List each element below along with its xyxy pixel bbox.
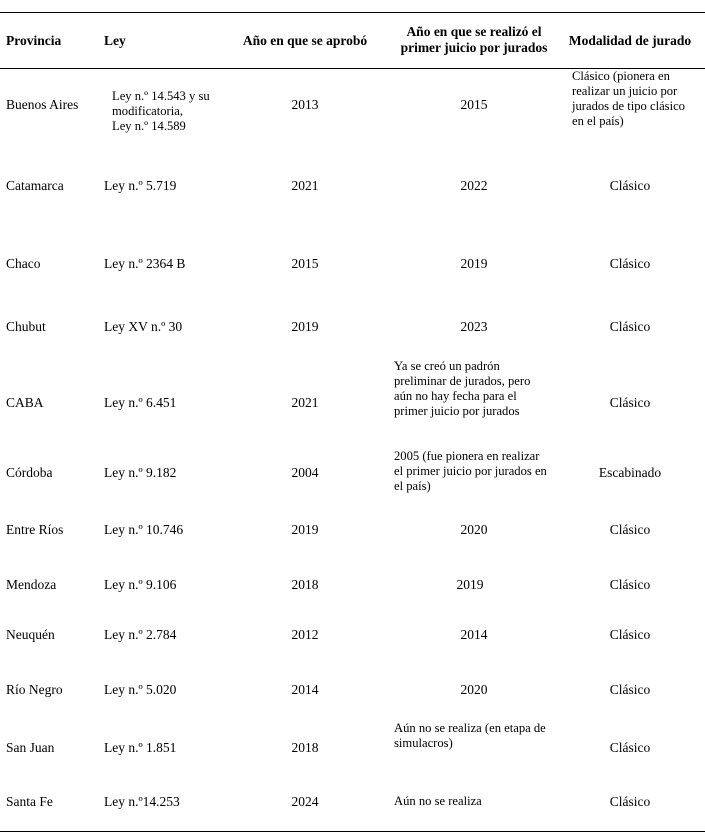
cell-anio: 2021: [291, 178, 319, 193]
cell-primer-line: simulacros): [394, 736, 453, 750]
cell-provincia: Mendoza: [6, 577, 57, 592]
header-anio-aprobo: Año en que se aprobó: [242, 33, 368, 48]
header-primer-juicio-line1: Año en que se realizó el: [406, 24, 542, 39]
cell-anio: 2019: [291, 522, 319, 537]
cell-modalidad: Clásico: [609, 256, 651, 271]
cell-modalidad: Clásico: [609, 627, 651, 642]
cell-primer: 2019: [456, 577, 484, 592]
cell-modalidad: Clásico: [609, 178, 651, 193]
cell-provincia: Catamarca: [6, 178, 64, 193]
header-modalidad: Modalidad de jurado: [568, 33, 692, 48]
cell-ley: Ley n.º 5.719: [104, 178, 177, 193]
cell-primer: 2023: [460, 319, 488, 334]
cell-anio: 2018: [291, 740, 319, 755]
cell-anio: 2012: [291, 627, 319, 642]
cell-provincia: San Juan: [6, 740, 55, 755]
cell-modalidad: Clásico: [609, 319, 651, 334]
cell-primer: [394, 721, 566, 751]
cell-primer-line: Aún no se realiza (en etapa de: [394, 721, 546, 735]
cell-ley: Ley n.º 2364 B: [104, 256, 186, 271]
header-ley: Ley: [104, 33, 126, 48]
cell-modalidad: Clásico: [609, 577, 651, 592]
cell-modalidad: Clásico: [609, 682, 651, 697]
cell-provincia: Buenos Aires: [6, 97, 79, 112]
cell-primer-line: el primer juicio por jurados en: [394, 464, 547, 478]
cell-ley: Ley n.º 6.451: [104, 395, 177, 410]
cell-modalidad: Clásico: [609, 740, 651, 755]
cell-ley: Ley n.º 9.106: [104, 577, 177, 592]
header-provincia: Provincia: [6, 33, 62, 48]
cell-primer-line: preliminar de jurados, pero: [394, 374, 531, 388]
header-primer-juicio-line2: primer juicio por jurados: [400, 40, 548, 55]
cell-primer-line: el país): [394, 479, 431, 493]
cell-primer: [394, 359, 566, 419]
cell-primer-line: Ya se creó un padrón: [394, 359, 500, 373]
cell-modalidad: Clásico: [609, 395, 651, 410]
cell-ley-line: Ley n.º 14.589: [112, 119, 186, 133]
cell-provincia: Río Negro: [6, 682, 63, 697]
cell-anio: 2004: [291, 465, 319, 480]
cell-ley: [112, 89, 210, 134]
cell-provincia: Córdoba: [6, 465, 53, 480]
cell-ley: Ley n.º 2.784: [104, 627, 177, 642]
cell-ley: Ley XV n.º 30: [104, 319, 183, 334]
cell-primer-line: aún no hay fecha para el: [394, 389, 517, 403]
cell-modalidad: Clásico: [609, 522, 651, 537]
cell-primer: 2020: [460, 682, 488, 697]
cell-provincia: CABA: [6, 395, 44, 410]
cell-provincia: Neuquén: [6, 627, 55, 642]
cell-ley: Ley n.º14.253: [104, 794, 180, 809]
cell-modalidad-line: Clásico (pionera en: [572, 69, 670, 83]
cell-provincia: Chubut: [6, 319, 46, 334]
cell-provincia: Entre Ríos: [6, 522, 64, 537]
cell-ley-line: modificatoria,: [112, 104, 183, 118]
cell-anio: 2024: [291, 794, 319, 809]
cell-primer: 2014: [460, 627, 488, 642]
cell-modalidad: Escabinado: [598, 465, 662, 480]
top-rule: [0, 12, 705, 13]
cell-anio: 2014: [291, 682, 319, 697]
cell-primer: 2020: [460, 522, 488, 537]
cell-primer-line: primer juicio por jurados: [394, 404, 520, 418]
cell-modalidad-line: jurados de tipo clásico: [572, 99, 685, 113]
cell-primer: 2022: [460, 178, 488, 193]
cell-primer-line: 2005 (fue pionera en realizar: [394, 449, 540, 463]
cell-ley: Ley n.º 10.746: [104, 522, 184, 537]
cell-anio: 2013: [291, 97, 319, 112]
cell-modalidad: [572, 69, 705, 129]
cell-anio: 2021: [291, 395, 319, 410]
cell-anio: 2015: [291, 256, 319, 271]
header-primer-juicio: [388, 24, 560, 56]
bottom-rule: [0, 831, 705, 832]
cell-anio: 2018: [291, 577, 319, 592]
cell-modalidad: Clásico: [609, 794, 651, 809]
cell-primer: 2019: [460, 256, 488, 271]
cell-anio: 2019: [291, 319, 319, 334]
cell-modalidad-line: realizar un juicio por: [572, 84, 678, 98]
cell-provincia: Santa Fe: [6, 794, 53, 809]
cell-primer: [394, 449, 566, 494]
cell-ley: Ley n.º 9.182: [104, 465, 177, 480]
cell-ley-line: Ley n.º 14.543 y su: [112, 89, 210, 103]
cell-primer: Aún no se realiza: [394, 794, 482, 808]
cell-modalidad-line: en el país): [572, 114, 624, 128]
cell-ley: Ley n.º 1.851: [104, 740, 177, 755]
cell-ley: Ley n.º 5.020: [104, 682, 177, 697]
cell-provincia: Chaco: [6, 256, 41, 271]
cell-primer: 2015: [460, 97, 488, 112]
